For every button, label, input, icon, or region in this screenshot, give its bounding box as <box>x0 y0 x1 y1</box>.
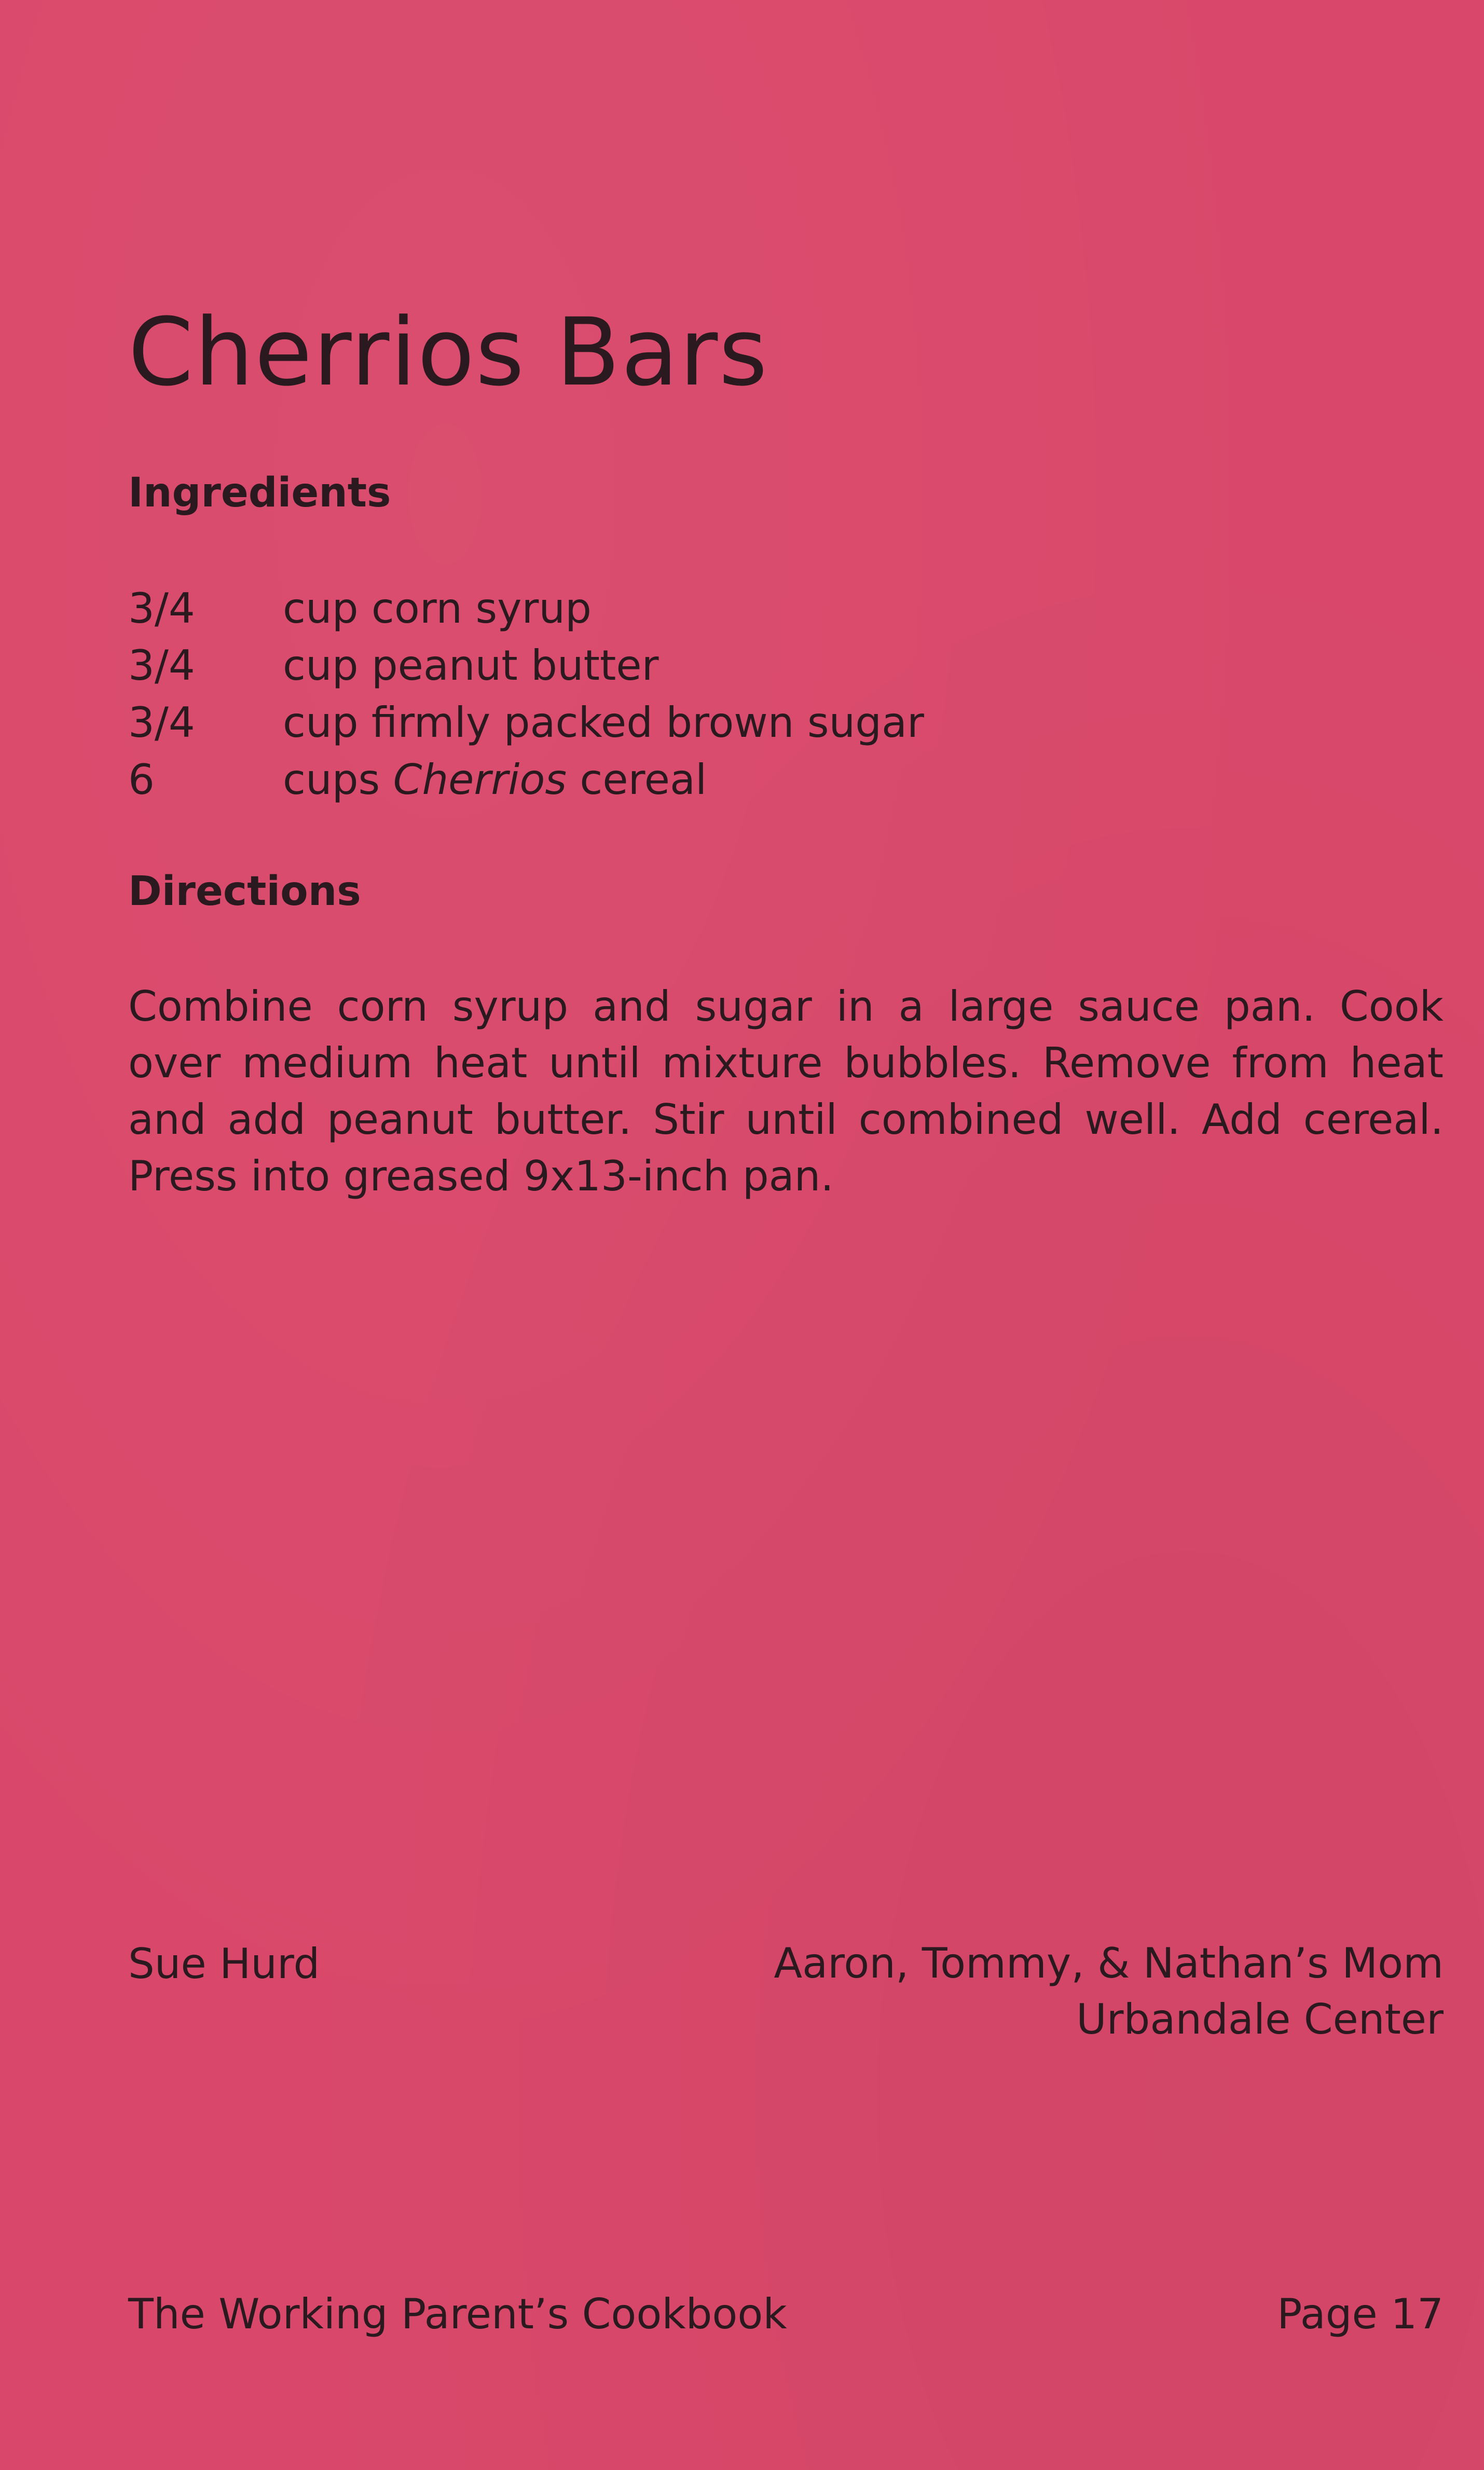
ingredient-quantity: 3/4 <box>128 584 195 633</box>
ingredient-list <box>128 580 924 808</box>
directions-text <box>128 978 1444 1204</box>
ingredient-text: cup corn syrup <box>283 584 592 633</box>
ingredient-row <box>128 751 924 808</box>
ingredient-quantity: 6 <box>128 756 155 804</box>
contributor-relation: Aaron, Tommy, & Nathan’s Mom <box>774 1939 1444 1987</box>
ingredient-text-before: cups <box>283 756 393 804</box>
ingredient-row <box>128 637 924 694</box>
ingredient-row <box>128 580 924 637</box>
directions-line: over medium heat until mixture bubbles. Remove from heat <box>128 1039 1444 1087</box>
ingredient-quantity: 3/4 <box>128 698 195 747</box>
contributor-name: Sue Hurd <box>128 1940 320 1988</box>
directions-line: Press into greased 9x13-inch pan. <box>128 1152 834 1200</box>
footer-book-title: The Working Parent’s Cookbook <box>128 2290 787 2338</box>
ingredient-text: cup firmly packed brown sugar <box>283 698 924 747</box>
ingredient-text-after: cereal <box>567 756 707 804</box>
ingredient-row <box>128 694 924 751</box>
ingredient-text: cup peanut butter <box>283 641 659 690</box>
ingredient-quantity: 3/4 <box>128 641 195 690</box>
directions-line: and add peanut butter. Stir until combined well. Add cereal. <box>128 1095 1444 1144</box>
ingredient-brand-name: Cherrios <box>393 756 567 804</box>
directions-line: Combine corn syrup and sugar in a large sauce pan. Cook <box>128 982 1444 1031</box>
contributor-location: Urbandale Center <box>1076 1995 1444 2043</box>
footer-page-number: Page 17 <box>1277 2290 1444 2338</box>
ingredients-heading: Ingredients <box>128 470 391 516</box>
contributor-info <box>774 1936 1444 2048</box>
directions-heading: Directions <box>128 868 361 915</box>
recipe-title: Cherrios Bars <box>128 298 769 407</box>
